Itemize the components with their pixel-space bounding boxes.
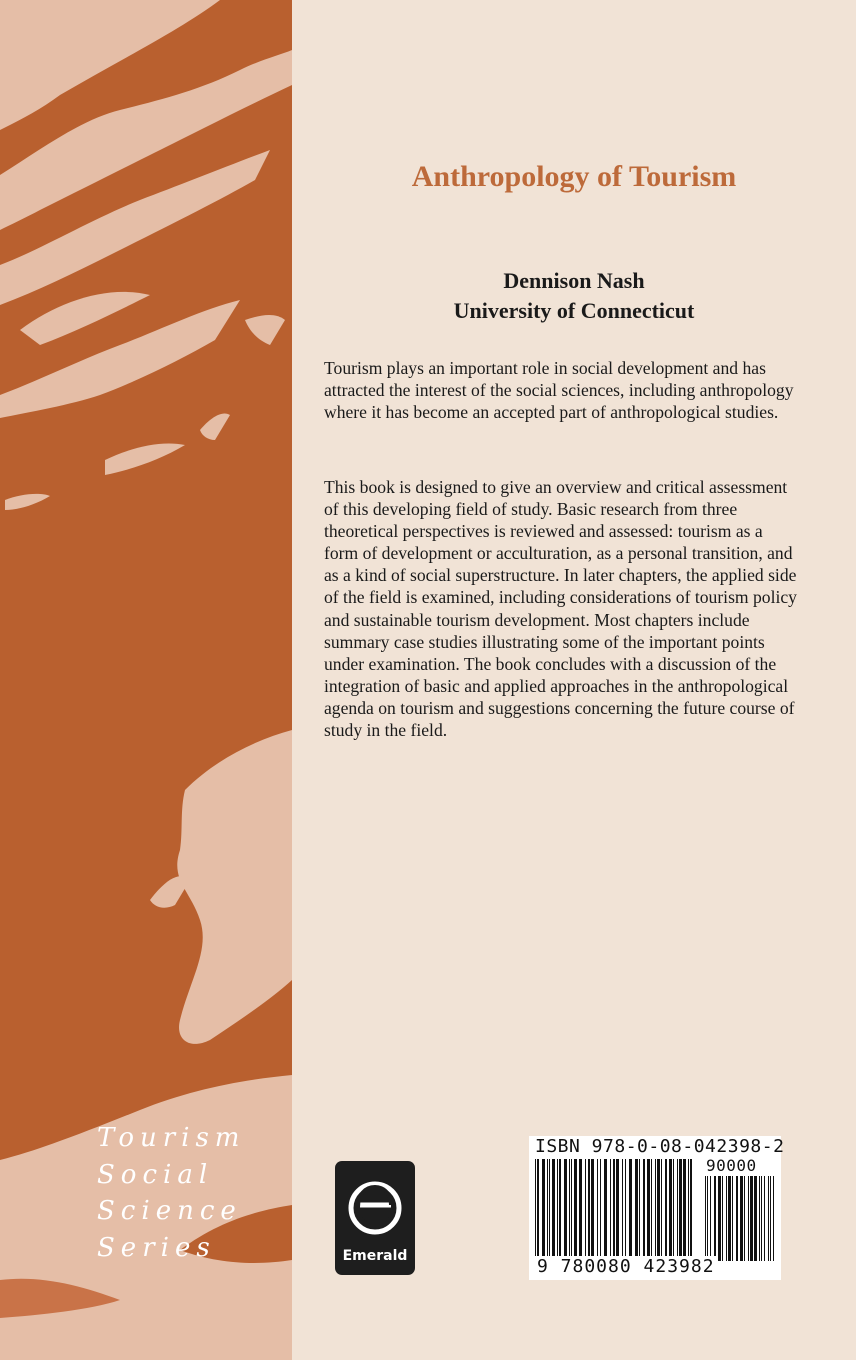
barcode-bar — [679, 1159, 682, 1261]
series-line: Series — [97, 1232, 216, 1263]
series-name — [97, 1120, 245, 1266]
barcode-bar — [732, 1176, 733, 1261]
barcode-bar — [655, 1159, 656, 1261]
barcode-bar — [547, 1159, 548, 1261]
author-affiliation: University of Connecticut — [453, 298, 695, 323]
description-paragraph-1: Tourism plays an important role in social development and has attracted the interest of the social sciences, including anthropology where it has become an accepted part of anthropological studies. — [324, 358, 794, 423]
description-paragraph-2: This book is designed to give an overview and critical assessment of this developing field of study. Basic research from three theoretical perspectives is reviewed and assessed: tourism as a form of development or acculturation, as a personal transition, and as a kind of social superstructure. In later chapters, the applied side of the field is examined, including considerations of tourism policy and sustainable tourism development. Most chapters include summary case studies illustrating some of the important points under examination. The book concludes with a discussion of the integration of basic and applied approaches in the anthropological agenda on tourism and suggestions concerning the future course of study in the field. — [324, 477, 797, 741]
barcode-bar — [768, 1176, 769, 1261]
barcode-bar — [665, 1159, 667, 1261]
series-line: Social — [97, 1159, 214, 1190]
barcode-bar — [625, 1159, 626, 1261]
barcode-bar — [610, 1159, 611, 1261]
barcode-bar — [714, 1176, 716, 1261]
barcode-bar — [710, 1176, 711, 1261]
series-line: Tourism — [97, 1123, 246, 1153]
barcode-bar — [639, 1159, 640, 1261]
barcode-bar — [669, 1159, 672, 1261]
barcode-bar — [728, 1176, 731, 1261]
publisher-logo — [335, 1161, 415, 1275]
emerald-e-logo-icon — [347, 1175, 403, 1241]
barcode-bar — [571, 1159, 572, 1261]
barcode-bar — [761, 1176, 762, 1261]
barcode-bar — [549, 1159, 550, 1261]
barcode-bar — [542, 1159, 545, 1261]
barcode-bar — [552, 1159, 555, 1261]
barcode-bar — [661, 1159, 662, 1261]
barcode-bar — [643, 1159, 645, 1261]
barcode-bar — [683, 1159, 686, 1261]
barcode-bar — [707, 1176, 708, 1261]
barcode-bar — [564, 1159, 567, 1261]
barcode-bar — [579, 1159, 582, 1261]
barcode-bar — [647, 1159, 650, 1261]
barcode-bar — [635, 1159, 638, 1261]
author-name: Dennison Nash — [503, 268, 645, 293]
barcode-bar — [616, 1159, 619, 1261]
barcode-bar — [773, 1176, 774, 1261]
barcode-bar — [677, 1159, 678, 1261]
barcode-bar — [657, 1159, 660, 1261]
barcode-bar — [740, 1176, 743, 1261]
barcode-bar — [705, 1176, 706, 1261]
barcode-bar — [597, 1159, 598, 1261]
barcode-bar — [604, 1159, 607, 1261]
barcode-bar — [744, 1176, 745, 1261]
barcode-bar — [591, 1159, 594, 1261]
barcode-bars — [535, 1159, 695, 1261]
barcode-bar — [613, 1159, 615, 1261]
barcode-bar — [629, 1159, 632, 1261]
barcode-bar — [748, 1176, 749, 1261]
barcode-bar — [600, 1159, 601, 1261]
price-code: 90000 — [706, 1156, 757, 1175]
barcode-bar — [537, 1159, 539, 1261]
isbn-barcode — [529, 1136, 785, 1280]
barcode-bar — [557, 1159, 558, 1261]
barcode-bar — [559, 1159, 561, 1261]
barcode-bar — [622, 1159, 623, 1261]
barcode-bar — [588, 1159, 590, 1261]
barcode-bar — [688, 1159, 689, 1261]
barcode-bar — [722, 1176, 723, 1261]
barcode-bar — [574, 1159, 577, 1261]
barcode-bar — [770, 1176, 771, 1261]
series-line: Science — [97, 1196, 242, 1226]
barcode-bar — [690, 1159, 692, 1261]
isbn-text: ISBN 978-0-08-042398-2 — [535, 1136, 785, 1157]
barcode-bar — [673, 1159, 674, 1261]
barcode-bar — [651, 1159, 652, 1261]
barcode-bar — [585, 1159, 586, 1261]
ean-number: 9 780080 423982 — [537, 1256, 715, 1277]
barcode-bar — [764, 1176, 765, 1261]
author-block — [292, 266, 856, 326]
barcode-bar — [750, 1176, 753, 1261]
barcode-bar — [754, 1176, 757, 1261]
barcode-bar — [535, 1159, 536, 1261]
barcode-bar — [736, 1176, 738, 1261]
barcode-bar — [718, 1176, 721, 1261]
barcode-bar — [759, 1176, 760, 1261]
barcode-bar — [726, 1176, 727, 1261]
book-title: Anthropology of Tourism — [411, 160, 737, 193]
barcode-bar — [569, 1159, 570, 1261]
publisher-name: Emerald — [342, 1248, 408, 1264]
barcode-addon-bars — [705, 1176, 777, 1261]
